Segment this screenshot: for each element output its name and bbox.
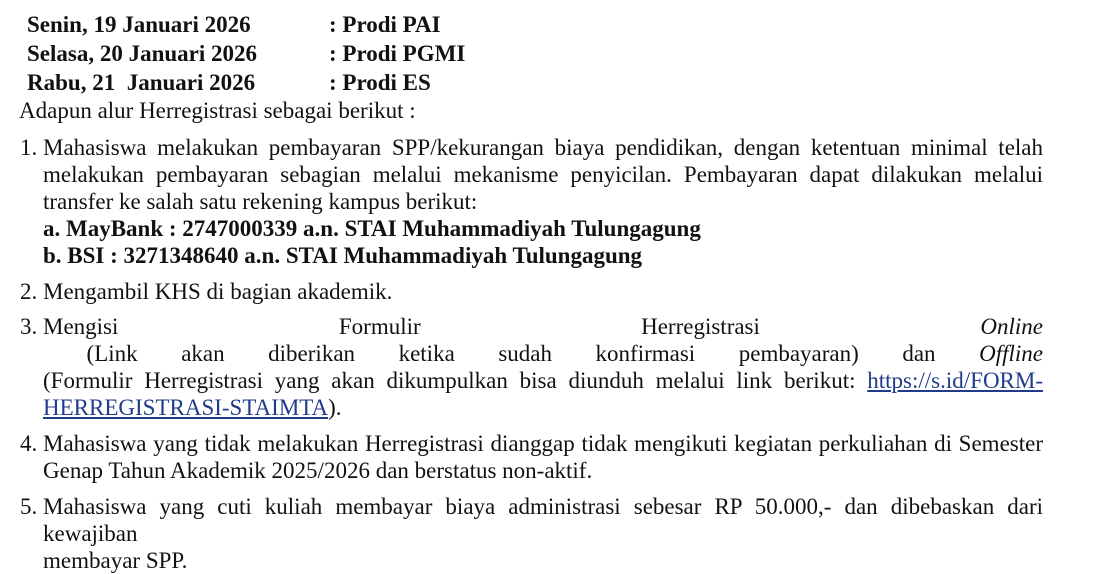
step-number: 4. <box>20 431 38 456</box>
step-text: melakukan pembayaran sebagian melalui mekanisme penyicilan. Pembayaran dapat dilakukan melalui <box>43 162 1043 187</box>
offline-term: Offline <box>979 341 1043 366</box>
bank-account-bsi: b. BSI : 3271348640 a.n. STAI Muhammadiyah Tulungagung <box>43 243 643 268</box>
form-link[interactable]: https://s.id/FORM- <box>867 368 1043 393</box>
step-text-part: (Link akan diberikan ketika sudah konfirmasi pembayaran) dan <box>43 341 980 366</box>
online-term: Online <box>980 314 1043 339</box>
step-number: 3. <box>20 314 38 339</box>
step-text-part: Mengisi Formulir Herregistrasi <box>43 314 981 339</box>
step-number: 1. <box>20 135 38 160</box>
step-text: Mahasiswa melakukan pembayaran SPP/kekurangan biaya pendidikan, dengan ketentuan minimal telah <box>43 135 1043 160</box>
step-number: 2. <box>20 279 38 304</box>
step-number: 5. <box>20 494 38 519</box>
step-text: Mahasiswa yang cuti kuliah membayar biaya administrasi sebesar RP 50.000,- dan dibebaskan dari kewajiban <box>43 494 1043 546</box>
schedule-row <box>27 68 1094 97</box>
schedule-day: Senin, 19 Januari 2026 <box>27 12 251 37</box>
step-text <box>43 394 1043 421</box>
schedule-prodi: : Prodi PGMI <box>329 41 466 66</box>
schedule-row <box>27 10 1094 39</box>
step-text-part: ). <box>328 395 342 420</box>
step-text <box>43 367 1043 394</box>
step-item <box>0 313 1043 421</box>
step-item <box>0 278 1043 305</box>
schedule-row <box>27 39 1094 68</box>
steps-list <box>0 134 1094 574</box>
step-item <box>0 430 1043 484</box>
step-text-part: (Formulir Herregistrasi yang akan dikumpulkan bisa diunduh melalui link berikut: <box>43 368 868 393</box>
schedule-day: Rabu, 21 Januari 2026 <box>27 70 256 95</box>
step-text: transfer ke salah satu rekening kampus berikut: <box>43 189 478 214</box>
step-item <box>0 134 1043 269</box>
step-text: membayar SPP. <box>43 548 188 573</box>
schedule-day: Selasa, 20 Januari 2026 <box>27 41 258 66</box>
bank-account-maybank: a. MayBank : 2747000339 a.n. STAI Muhammadiyah Tulungagung <box>43 216 701 241</box>
schedule-prodi: : Prodi ES <box>329 70 431 95</box>
step-text: Mengambil KHS di bagian akademik. <box>43 279 393 304</box>
intro-text: Adapun alur Herregistrasi sebagai berikut : <box>19 98 416 123</box>
schedule-prodi: : Prodi PAI <box>329 12 441 37</box>
step-item <box>0 493 1043 574</box>
step-text <box>43 313 1043 367</box>
step-text: Mahasiswa yang tidak melakukan Herregistrasi dianggap tidak mengikuti kegiatan perkuliahan di Semester <box>43 431 1043 456</box>
form-link[interactable]: HERREGISTRASI-STAIMTA <box>43 395 329 420</box>
schedule-list <box>27 10 1094 97</box>
step-text: Genap Tahun Akademik 2025/2026 dan berstatus non-aktif. <box>43 458 593 483</box>
